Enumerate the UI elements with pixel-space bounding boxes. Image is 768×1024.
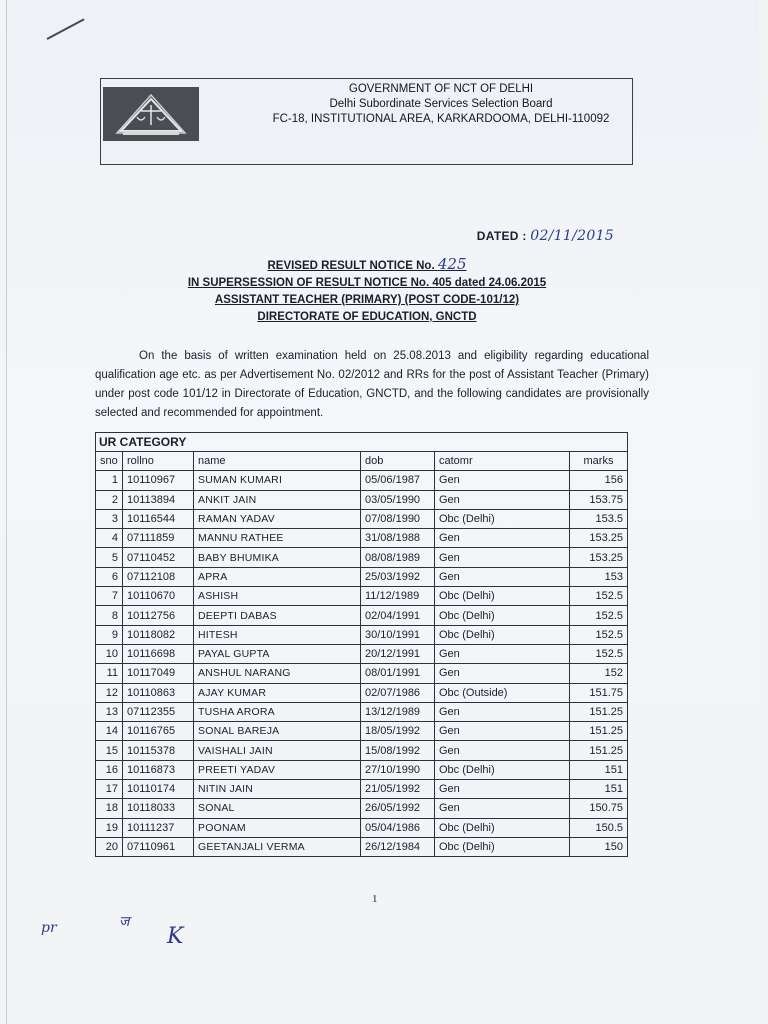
cell-name: ANSHUL NARANG [194,664,361,683]
table-row [96,664,627,683]
cell-rollno: 10110863 [123,683,194,702]
cell-catomr: Obc (Outside) [435,683,570,702]
cell-dob: 31/08/1988 [361,529,435,548]
cell-catomr: Obc (Delhi) [435,587,570,606]
cell-sno: 12 [96,683,123,702]
cell-marks: 153.5 [570,509,628,528]
date-label: DATED : [476,229,527,243]
cell-sno: 7 [96,587,123,606]
cell-name: POONAM [194,818,361,837]
cell-sno: 10 [96,644,123,663]
cell-sno: 4 [96,529,123,548]
col-dob: dob [361,452,435,471]
table-row [96,683,627,702]
initials-signature: pr [41,920,57,936]
cell-name: HITESH [194,625,361,644]
cell-catomr: Obc (Delhi) [435,760,570,779]
cell-rollno: 07112108 [123,567,194,586]
col-marks: marks [570,452,628,471]
table-row [96,606,627,625]
cell-catomr: Obc (Delhi) [435,818,570,837]
directorate-line: DIRECTORATE OF EDUCATION, GNCTD [257,311,477,323]
col-sno: sno [96,452,123,471]
pen-mark [47,18,85,39]
cell-name: PAYAL GUPTA [194,644,361,663]
cell-rollno: 10115378 [123,741,194,760]
letterhead-text [251,82,631,127]
cell-name: SUMAN KUMARI [194,471,361,490]
cell-dob: 05/04/1986 [361,818,435,837]
cell-catomr: Gen [435,664,570,683]
cell-marks: 152.5 [570,587,628,606]
table-body [96,471,627,856]
cell-name: ANKIT JAIN [194,490,361,509]
cell-dob: 13/12/1989 [361,702,435,721]
cell-dob: 07/08/1990 [361,509,435,528]
cell-rollno: 10112756 [123,606,194,625]
cell-dob: 11/12/1989 [361,587,435,606]
cell-catomr: Gen [435,644,570,663]
cell-sno: 3 [96,509,123,528]
cell-dob: 03/05/1990 [361,490,435,509]
cell-dob: 18/05/1992 [361,722,435,741]
board-name: Delhi Subordinate Services Selection Board [329,98,553,110]
cell-catomr: Obc (Delhi) [435,606,570,625]
table-row [96,567,627,586]
cell-sno: 8 [96,606,123,625]
cell-rollno: 10111237 [123,818,194,837]
cell-marks: 152.5 [570,625,628,644]
cell-rollno: 10118033 [123,799,194,818]
notice-label: REVISED RESULT NOTICE No. [267,260,435,272]
cell-name: APRA [194,567,361,586]
table-row [96,587,627,606]
cell-name: PREETI YADAV [194,760,361,779]
cell-catomr: Obc (Delhi) [435,625,570,644]
cell-name: DEEPTI DABAS [194,606,361,625]
page-number: 1 [372,893,378,905]
notice-titles [167,256,567,326]
table-row [96,780,627,799]
cell-rollno: 10110174 [123,780,194,799]
cell-name: NITIN JAIN [194,780,361,799]
notice-number: 425 [437,255,467,273]
cell-marks: 153.75 [570,490,628,509]
cell-catomr: Gen [435,471,570,490]
cell-name: BABY BHUMIKA [194,548,361,567]
cell-name: VAISHALI JAIN [194,741,361,760]
cell-sno: 20 [96,837,123,856]
cell-marks: 153.25 [570,529,628,548]
cell-name: MANNU RATHEE [194,529,361,548]
cell-rollno: 07110961 [123,837,194,856]
cell-name: RAMAN YADAV [194,509,361,528]
date-line [477,228,614,244]
cell-name: AJAY KUMAR [194,683,361,702]
cell-dob: 26/05/1992 [361,799,435,818]
cell-marks: 151.25 [570,722,628,741]
cell-dob: 20/12/1991 [361,644,435,663]
cell-dob: 02/07/1986 [361,683,435,702]
cell-marks: 153 [570,567,628,586]
cell-sno: 9 [96,625,123,644]
cell-rollno: 07110452 [123,548,194,567]
table-row [96,509,627,528]
table-row [96,490,627,509]
supersession-line: IN SUPERSESSION OF RESULT NOTICE No. 405 dated 24.06.2015 [187,277,547,289]
cell-catomr: Obc (Delhi) [435,509,570,528]
cell-sno: 16 [96,760,123,779]
col-name: name [194,452,361,471]
cell-catomr: Obc (Delhi) [435,837,570,856]
cell-name: SONAL BAREJA [194,722,361,741]
cell-name: SONAL [194,799,361,818]
cell-sno: 1 [96,471,123,490]
cell-marks: 153.25 [570,548,628,567]
cell-dob: 05/06/1987 [361,471,435,490]
cell-rollno: 07112355 [123,702,194,721]
cell-dob: 25/03/1992 [361,567,435,586]
table-row [96,741,627,760]
board-logo [103,87,199,141]
cell-dob: 08/08/1989 [361,548,435,567]
cell-catomr: Gen [435,702,570,721]
cell-catomr: Gen [435,529,570,548]
cell-name: ASHISH [194,587,361,606]
cell-rollno: 10118082 [123,625,194,644]
notice-paragraph: On the basis of written examination held on 25.08.2013 and eligibility regarding educational qualification age etc. as per Advertisement No. 02/2012 and RRs for the post of Assistant Teacher (Primary) under post code 101/12 in Directorate of Education, GNCTD, and the following candidates are provisionally selected and recommended for appointment. [95,350,649,419]
cell-sno: 18 [96,799,123,818]
cell-sno: 14 [96,722,123,741]
cell-sno: 5 [96,548,123,567]
cell-name: TUSHA ARORA [194,702,361,721]
cell-marks: 151.25 [570,741,628,760]
table-header-row [96,452,627,471]
cell-sno: 15 [96,741,123,760]
cell-marks: 151.75 [570,683,628,702]
cell-name: GEETANJALI VERMA [194,837,361,856]
cell-sno: 2 [96,490,123,509]
col-rollno: rollno [123,452,194,471]
col-catomr: catomr [435,452,570,471]
cell-marks: 156 [570,471,628,490]
document-page [6,0,759,1024]
cell-dob: 26/12/1984 [361,837,435,856]
cell-sno: 19 [96,818,123,837]
table-row [96,529,627,548]
cell-catomr: Gen [435,780,570,799]
cell-rollno: 10113894 [123,490,194,509]
cell-sno: 13 [96,702,123,721]
cell-marks: 152.5 [570,644,628,663]
govt-name: GOVERNMENT OF NCT OF DELHI [348,83,534,95]
category-heading: UR CATEGORY [96,433,627,452]
cell-dob: 15/08/1992 [361,741,435,760]
cell-catomr: Gen [435,799,570,818]
cell-marks: 151 [570,760,628,779]
cell-sno: 17 [96,780,123,799]
cell-rollno: 10110670 [123,587,194,606]
cell-dob: 08/01/1991 [361,664,435,683]
cell-marks: 152 [570,664,628,683]
post-line: ASSISTANT TEACHER (PRIMARY) (POST CODE-101/12) [214,294,520,306]
cell-marks: 150 [570,837,628,856]
cell-catomr: Gen [435,741,570,760]
cell-rollno: 10116765 [123,722,194,741]
cell-rollno: 07111859 [123,529,194,548]
cell-rollno: 10116873 [123,760,194,779]
cell-catomr: Gen [435,490,570,509]
cell-marks: 150.75 [570,799,628,818]
notice-number-line [167,256,567,275]
cell-dob: 02/04/1991 [361,606,435,625]
table-row [96,548,627,567]
cell-marks: 152.5 [570,606,628,625]
cell-sno: 6 [96,567,123,586]
letterhead-box [100,78,633,165]
cell-rollno: 10116698 [123,644,194,663]
cell-catomr: Gen [435,722,570,741]
initials-signature: K [167,924,184,949]
table-row [96,837,627,856]
cell-rollno: 10116544 [123,509,194,528]
cell-catomr: Gen [435,548,570,567]
cell-catomr: Gen [435,567,570,586]
date-value: 02/11/2015 [530,228,614,244]
cell-rollno: 10110967 [123,471,194,490]
cell-marks: 151 [570,780,628,799]
table-row [96,471,627,490]
cell-sno: 11 [96,664,123,683]
table-row [96,625,627,644]
cell-marks: 151.25 [570,702,628,721]
board-address: FC-18, INSTITUTIONAL AREA, KARKARDOOMA, DELHI-110092 [272,113,610,125]
cell-rollno: 10117049 [123,664,194,683]
table-row [96,722,627,741]
table-row [96,799,627,818]
table-row [96,818,627,837]
cell-marks: 150.5 [570,818,628,837]
initials-signature: ज [119,914,130,930]
table-row [96,702,627,721]
cell-dob: 21/05/1992 [361,780,435,799]
table-row [96,760,627,779]
cell-dob: 27/10/1990 [361,760,435,779]
cell-dob: 30/10/1991 [361,625,435,644]
table-row [96,644,627,663]
results-table [95,432,628,857]
